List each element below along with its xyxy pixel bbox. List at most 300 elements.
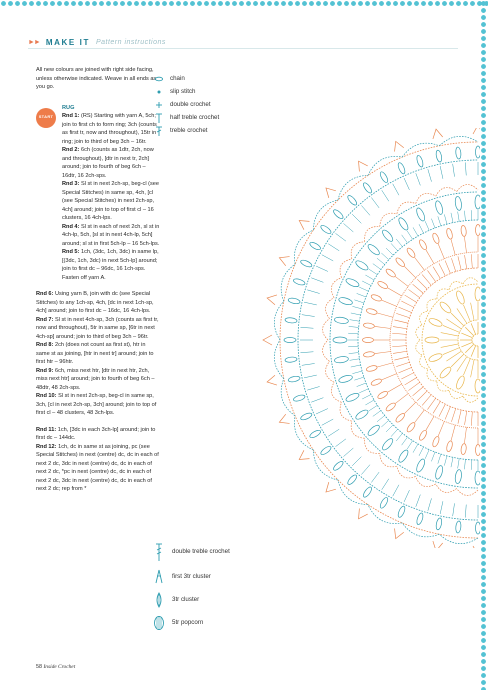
chart-treble-spoke: [401, 373, 413, 379]
chart-cluster: [293, 278, 306, 286]
top-dot-border: [0, 0, 488, 8]
chart-cluster: [293, 394, 306, 402]
chart-treble-spoke: [352, 457, 361, 466]
chart-cluster: [460, 225, 466, 237]
chart-cluster: [455, 521, 461, 533]
chart-dc-spoke: [352, 371, 362, 374]
rounds-group-1: [62, 112, 160, 282]
chart-chain-arch: [281, 264, 295, 301]
legend-label: double treble crochet: [172, 547, 230, 555]
round-text: (RS) Starting with yarn A, 5ch; join to first ch to form ring; 3ch (counts as first tr, now and throughout), 15tr in ring; join to third of beg 3ch – 16tr.: [62, 113, 157, 145]
chart-fan: [277, 414, 289, 427]
chart-cluster: [379, 496, 389, 509]
chart-cluster: [397, 505, 406, 518]
chart-dc-spoke: [381, 253, 388, 260]
double-crochet-icon: [150, 101, 168, 109]
chart-chain-arch: [416, 193, 436, 203]
chart-cluster: [385, 402, 397, 413]
chart-treble-spoke: [417, 391, 427, 401]
chart-treble-spoke: [393, 184, 399, 195]
round-label: Rnd 9:: [36, 367, 55, 374]
chart-chain-arch: [326, 298, 335, 319]
round-text: 6ch, miss next htr, [dtr in next htr, 2ch, miss next htr] around; join to fourth of beg 6ch – 48dtr, 48 2ch-sps.: [36, 367, 155, 391]
chart-treble-spoke: [443, 348, 460, 355]
round-label: Rnd 11:: [36, 426, 58, 433]
chart-dc-spoke: [354, 377, 364, 380]
chart-cluster: [428, 352, 443, 363]
chart-treble-spoke: [405, 378, 417, 385]
chart-treble-spoke: [441, 344, 459, 348]
legend-label: first 3tr cluster: [172, 572, 211, 580]
round-label: Rnd 10:: [36, 393, 59, 399]
round-instruction: [62, 248, 160, 282]
chart-dc-spoke: [438, 454, 441, 464]
round-text: Sl st in each of next 2ch, sl st in 4ch-lp, 5ch, [sl st in next 4ch-lp, 5ch] around; sl st in first 5ch-lp – 16 5ch-lps.: [62, 223, 160, 247]
chart-dtr-spoke: [378, 363, 393, 367]
chart-treble-spoke: [307, 386, 319, 390]
chart-dtr-spoke: [438, 244, 444, 259]
chart-chain-arch: [340, 259, 352, 278]
first-3tr-cluster-icon: [150, 569, 168, 585]
chart-cluster: [288, 297, 301, 304]
start-badge: START: [36, 108, 56, 128]
chart-cluster: [455, 290, 466, 305]
chart-cluster: [455, 375, 466, 390]
round-text: 1ch, dc in same st as joining, pc (see Special Stitches) in next (centre) dc, dc in each of next 2 dc, 3dc in next (centre) dc, dc in each of next 2 dc, *pc in next (centre) dc, dc in each of next 2 dc, 3dc in next (centre) dc, dc in each of next 2 dc; rep from *: [36, 443, 159, 492]
chart-treble-spoke: [399, 307, 412, 312]
chart-treble-spoke: [461, 333, 472, 338]
chart-dc-spoke: [451, 213, 453, 223]
chart-chain-arch: [449, 282, 463, 290]
chart-treble-spoke: [413, 387, 424, 396]
page-title: MAKE IT: [45, 38, 90, 47]
stitch-legend-bottom: [150, 542, 270, 638]
chart-cluster: [418, 429, 428, 441]
chart-chain-arch: [313, 450, 338, 480]
chart-treble-spoke: [471, 254, 472, 268]
chart-treble-spoke: [471, 323, 476, 334]
legend-item: [150, 72, 270, 85]
chart-cluster: [332, 460, 344, 472]
chart-cluster: [460, 443, 466, 455]
chart-dtr-spoke: [426, 416, 434, 430]
chart-popcorn: [381, 228, 395, 243]
chart-cluster: [366, 365, 378, 373]
chart-cluster: [385, 268, 397, 279]
chart-treble-spoke: [311, 398, 323, 403]
round-instruction: [62, 180, 160, 223]
page-footer: [36, 664, 75, 670]
chart-treble-spoke: [371, 472, 379, 482]
chart-treble-spoke: [307, 290, 319, 294]
chart-treble-spoke: [393, 351, 407, 353]
chart-treble-spoke: [465, 344, 473, 352]
chart-treble-spoke: [446, 351, 461, 361]
rounds-group-3: [36, 426, 160, 494]
chart-dc-spoke: [362, 394, 371, 399]
chart-cluster: [379, 171, 389, 184]
chart-treble-spoke: [422, 395, 431, 406]
chart-dc-spoke: [348, 346, 358, 347]
chart-popcorn: [454, 196, 462, 211]
chart-treble-spoke: [465, 327, 473, 335]
chart-treble-spoke: [441, 333, 459, 337]
chart-chain-arch: [397, 202, 416, 214]
chart-dc-spoke: [471, 210, 472, 220]
chart-treble-spoke: [371, 198, 379, 208]
chart-treble-spoke: [302, 315, 315, 317]
chart-dc-spoke: [458, 459, 460, 469]
legend-item: [150, 615, 270, 631]
chart-cluster: [395, 257, 406, 268]
double-treble-icon: [150, 542, 168, 562]
chart-treble-spoke: [471, 346, 476, 357]
chart-dc-spoke: [359, 389, 368, 393]
chart-popcorn: [475, 471, 480, 485]
chart-dtr-spoke: [404, 402, 415, 413]
chart-dc-spoke: [464, 211, 465, 221]
chart-chain-arch: [463, 396, 478, 402]
page-header: [28, 38, 166, 47]
chart-dc-spoke: [365, 275, 374, 280]
chart-popcorn: [366, 243, 381, 257]
chart-cluster: [320, 224, 333, 235]
chart-dtr-spoke: [378, 313, 393, 317]
chart-dc-spoke: [444, 456, 447, 466]
chart-chain-arch: [463, 278, 478, 284]
chart-cluster: [435, 150, 442, 163]
chart-treble-spoke: [446, 319, 461, 329]
chart-dtr-spoke: [426, 250, 434, 264]
crochet-chart: [150, 128, 480, 548]
chart-cluster: [438, 300, 452, 314]
round-instruction: [36, 316, 160, 342]
chart-cluster: [300, 412, 313, 421]
chart-fan: [354, 509, 367, 522]
chart-treble-spoke: [382, 479, 389, 490]
chart-popcorn: [334, 356, 349, 364]
chart-chain-arch: [368, 505, 402, 524]
chart-treble-spoke: [399, 368, 412, 373]
chart-dc-spoke: [351, 313, 361, 315]
round-instruction: [62, 112, 160, 146]
legend-label: 3tr cluster: [172, 595, 200, 603]
chart-cluster: [377, 280, 389, 290]
chart-treble-spoke: [394, 357, 408, 360]
chart-cluster: [285, 317, 297, 323]
chart-cluster: [300, 259, 313, 268]
chart-treble-spoke: [300, 352, 313, 353]
chart-dtr-spoke: [382, 374, 397, 380]
chart-fan: [266, 293, 277, 305]
chart-cluster: [446, 440, 454, 452]
chart-dc-spoke: [357, 383, 366, 387]
round-text: Sl st in next 2ch-sp, beg-cl (see Special Stitches) in same sp, 4ch, [cl (see Special Stitches) in next 2ch-sp, 4ch] around; join to top of first cl – 16 clusters, 16 4ch-lps.: [62, 181, 160, 221]
chart-chain-arch: [416, 476, 436, 486]
chart-dtr-spoke: [395, 277, 408, 287]
chart-treble-spoke: [311, 278, 323, 283]
chart-dc-spoke: [391, 243, 398, 250]
chart-treble-spoke: [457, 357, 467, 372]
chart-dc-spoke: [391, 429, 398, 436]
chart-treble-spoke: [322, 419, 333, 425]
chart-cluster: [285, 357, 297, 363]
chart-cluster: [366, 308, 378, 316]
chart-chain-arch: [437, 289, 449, 299]
chart-dc-spoke: [425, 221, 429, 230]
chart-cluster: [309, 429, 322, 439]
chart-dtr-spoke: [415, 410, 425, 423]
chart-chain-arch: [436, 484, 457, 493]
chart-dc-spoke: [369, 405, 377, 410]
chart-cluster: [362, 486, 373, 499]
chart-chain-arch: [294, 230, 313, 264]
chart-treble-spoke: [361, 465, 370, 475]
chart-treble-spoke: [440, 501, 443, 514]
chart-dc-spoke: [350, 320, 360, 322]
slip-stitch-icon: [150, 89, 168, 95]
chart-dtr-spoke: [375, 326, 391, 328]
chart-chain-arch: [351, 242, 364, 259]
chart-dc-spoke: [354, 300, 364, 303]
chart-chain-arch: [427, 369, 437, 381]
legend-label: 5tr popcorn: [172, 618, 204, 626]
chart-cluster: [476, 522, 481, 534]
chart-dc-spoke: [407, 441, 412, 449]
chart-dc-spoke: [365, 400, 374, 405]
chart-chain-arch: [365, 227, 380, 242]
chart-dc-spoke: [373, 411, 381, 417]
chart-treble-spoke: [453, 503, 455, 516]
chart-dc-spoke: [377, 258, 385, 264]
round-instruction: [36, 367, 160, 393]
chart-dc-spoke: [407, 231, 412, 239]
chart-dc-spoke: [386, 248, 393, 255]
chart-treble-spoke: [422, 275, 431, 286]
chart-fan: [431, 541, 443, 548]
5tr-popcorn-icon: [150, 615, 168, 631]
chart-dc-spoke: [464, 459, 465, 469]
round-text: 1ch, [3dc in each 3ch-lp] around; join to first dc – 144dc.: [36, 426, 156, 441]
chart-treble-spoke: [417, 279, 427, 289]
round-label: Rnd 6:: [36, 291, 55, 297]
chart-treble-spoke: [471, 303, 475, 321]
chart-popcorn: [397, 216, 410, 231]
chart-cluster: [416, 155, 424, 168]
pattern-text-column: [36, 66, 160, 494]
round-label: Rnd 5:: [62, 249, 81, 255]
chart-treble-spoke: [394, 320, 408, 323]
chart-dc-spoke: [386, 425, 393, 432]
chart-cluster: [320, 445, 333, 456]
chart-cluster: [346, 194, 358, 206]
chart-cluster: [446, 228, 454, 240]
chart-popcorn: [354, 259, 369, 272]
chart-treble-spoke: [433, 401, 440, 413]
chart-cluster: [455, 147, 461, 159]
chart-dc-spoke: [357, 293, 366, 297]
chart-treble-spoke: [451, 408, 455, 421]
chart-fan: [431, 128, 443, 139]
legend-label: chain: [170, 75, 185, 82]
chart-popcorn: [397, 449, 410, 464]
legend-item: [150, 111, 270, 124]
chart-chain-arch: [365, 438, 380, 453]
chart-cluster: [428, 317, 443, 328]
chart-cluster: [395, 412, 406, 423]
chart-treble-spoke: [405, 295, 417, 302]
chart-dc-spoke: [351, 365, 361, 367]
chart-dc-spoke: [362, 281, 371, 286]
chart-dc-spoke: [444, 214, 447, 224]
legend-item: [150, 85, 270, 98]
round-label: Rnd 12:: [36, 443, 59, 450]
3tr-cluster-icon: [150, 592, 168, 608]
chart-treble-spoke: [316, 409, 328, 414]
chart-dc-spoke: [471, 460, 472, 470]
chart-cluster: [418, 239, 428, 251]
chart-treble-spoke: [451, 258, 455, 271]
chart-treble-spoke: [465, 505, 466, 518]
chart-cluster: [288, 375, 301, 382]
chart-treble-spoke: [451, 354, 464, 367]
chart-chain-arch: [439, 534, 478, 543]
chart-dtr-spoke: [382, 300, 397, 306]
chart-cluster: [406, 421, 417, 433]
round-text: Sl st in next 4ch-sp, 3ch (counts as first tr, now and throughout), 5tr in same sp, [6tr in next 4ch-sp] around; join to third of beg 3ch – 96tr.: [36, 316, 159, 340]
chart-treble-spoke: [300, 327, 313, 328]
chart-treble-spoke: [416, 495, 421, 507]
chart-dc-spoke: [451, 457, 453, 467]
chart-popcorn: [338, 374, 353, 384]
page-number: 58: [36, 664, 42, 670]
chart-treble-spoke: [408, 382, 419, 390]
chart-chain-arch: [340, 402, 352, 421]
chart-dc-spoke: [413, 227, 418, 236]
chart-fan: [277, 253, 289, 266]
chart-chain-arch: [427, 299, 437, 311]
chart-fan: [266, 375, 277, 387]
chart-fan: [322, 184, 335, 197]
chart-dc-spoke: [373, 264, 381, 270]
chart-dc-spoke: [349, 353, 359, 354]
chart-fan: [296, 216, 309, 229]
chart-treble-spoke: [401, 301, 413, 307]
chart-popcorn: [475, 195, 480, 209]
chart-popcorn: [334, 316, 349, 324]
chart-chain-arch: [323, 319, 330, 340]
chart-popcorn: [415, 458, 426, 473]
chart-cluster: [363, 338, 374, 343]
chart-cluster: [397, 162, 406, 175]
chart-dtr-spoke: [395, 394, 408, 404]
chart-cluster: [406, 247, 417, 259]
legend-label: half treble crochet: [170, 114, 220, 121]
chart-treble-spoke: [396, 313, 409, 317]
chart-dc-spoke: [413, 444, 418, 453]
chart-dc-spoke: [431, 452, 435, 461]
round-instruction: [36, 290, 160, 316]
chart-treble-spoke: [439, 404, 445, 416]
chart-fan: [391, 528, 404, 540]
chart-cluster: [416, 512, 424, 525]
chart-dc-spoke: [425, 450, 429, 459]
chart-chain-arch: [402, 523, 439, 537]
chart-treble-spoke: [458, 410, 461, 424]
chart-fan: [473, 546, 480, 548]
chart-treble-spoke: [463, 305, 470, 322]
chart-dc-spoke: [350, 359, 360, 361]
chart-cluster: [431, 436, 440, 448]
chart-treble-spoke: [393, 485, 399, 496]
chart-dc-spoke: [419, 447, 424, 456]
round-instruction: [36, 392, 160, 418]
round-text: 2ch (does not count as first st), htr in same st as joining, [htr in next tr] around; join to first htr – 96htr.: [36, 342, 154, 365]
chart-fan: [322, 482, 335, 495]
chart-treble-spoke: [393, 327, 407, 329]
chart-treble-spoke: [404, 490, 409, 502]
chart-fan: [263, 335, 272, 345]
chart-popcorn: [345, 277, 360, 288]
section-title: RUG: [62, 104, 75, 111]
chart-cluster: [363, 322, 375, 328]
chart-popcorn: [354, 408, 369, 421]
chart-popcorn: [415, 207, 426, 222]
chart-chain-arch: [397, 466, 416, 478]
chart-chain-arch: [313, 200, 338, 230]
chart-dtr-spoke: [388, 384, 402, 392]
chart-chain-arch: [351, 421, 364, 438]
magazine-brand: Inside Crochet: [43, 664, 76, 670]
chart-fan: [354, 158, 367, 171]
chart-treble-spoke: [428, 169, 432, 181]
chart-cluster: [377, 390, 389, 400]
chart-chain-arch: [274, 301, 283, 340]
chain-icon: [150, 76, 168, 82]
round-text: Sl st in next 2ch-sp, beg-cl in same sp, 3ch, [cl in next 2ch-sp, 3ch] around; join to top of first cl – 48 clusters, 48 3ch-lps.: [36, 393, 157, 416]
chart-cluster: [346, 474, 358, 486]
round-label: Rnd 1:: [62, 113, 81, 119]
chart-treble-spoke: [440, 166, 443, 179]
chart-chain-arch: [326, 361, 335, 382]
chart-treble-spoke: [392, 333, 406, 334]
round-label: Rnd 8:: [36, 342, 55, 348]
chart-cluster: [438, 365, 452, 379]
chart-treble-spoke: [328, 244, 339, 251]
round-label: Rnd 4:: [62, 223, 81, 230]
right-dot-border: [480, 0, 488, 690]
chart-popcorn: [454, 469, 462, 484]
round-text: 1ch, (3dc, 1ch, 3dc) in same lp, [(3dc, 1ch, 3dc) in next 5ch-lp] around; join to first dc – 96dc, 16 1ch-sps. Fasten off yarn A.: [62, 249, 159, 281]
chart-chain-arch: [338, 175, 368, 200]
chart-dtr-spoke: [438, 421, 444, 436]
chart-dc-spoke: [396, 239, 402, 247]
legend-item: [150, 98, 270, 111]
chart-cluster: [425, 337, 439, 343]
chart-dc-spoke: [402, 235, 408, 243]
chart-treble-spoke: [458, 256, 461, 270]
chart-chain-arch: [331, 278, 341, 298]
chart-treble-spoke: [471, 360, 475, 378]
chart-treble-spoke: [316, 266, 328, 271]
chart-centre-ring: [472, 334, 478, 346]
chart-dtr-spoke: [388, 288, 402, 296]
chart-treble-spoke: [322, 255, 333, 261]
chart-treble-spoke: [465, 162, 466, 175]
round-label: Rnd 3:: [62, 181, 81, 187]
chart-dc-spoke: [352, 306, 362, 309]
chart-dc-spoke: [369, 269, 377, 274]
